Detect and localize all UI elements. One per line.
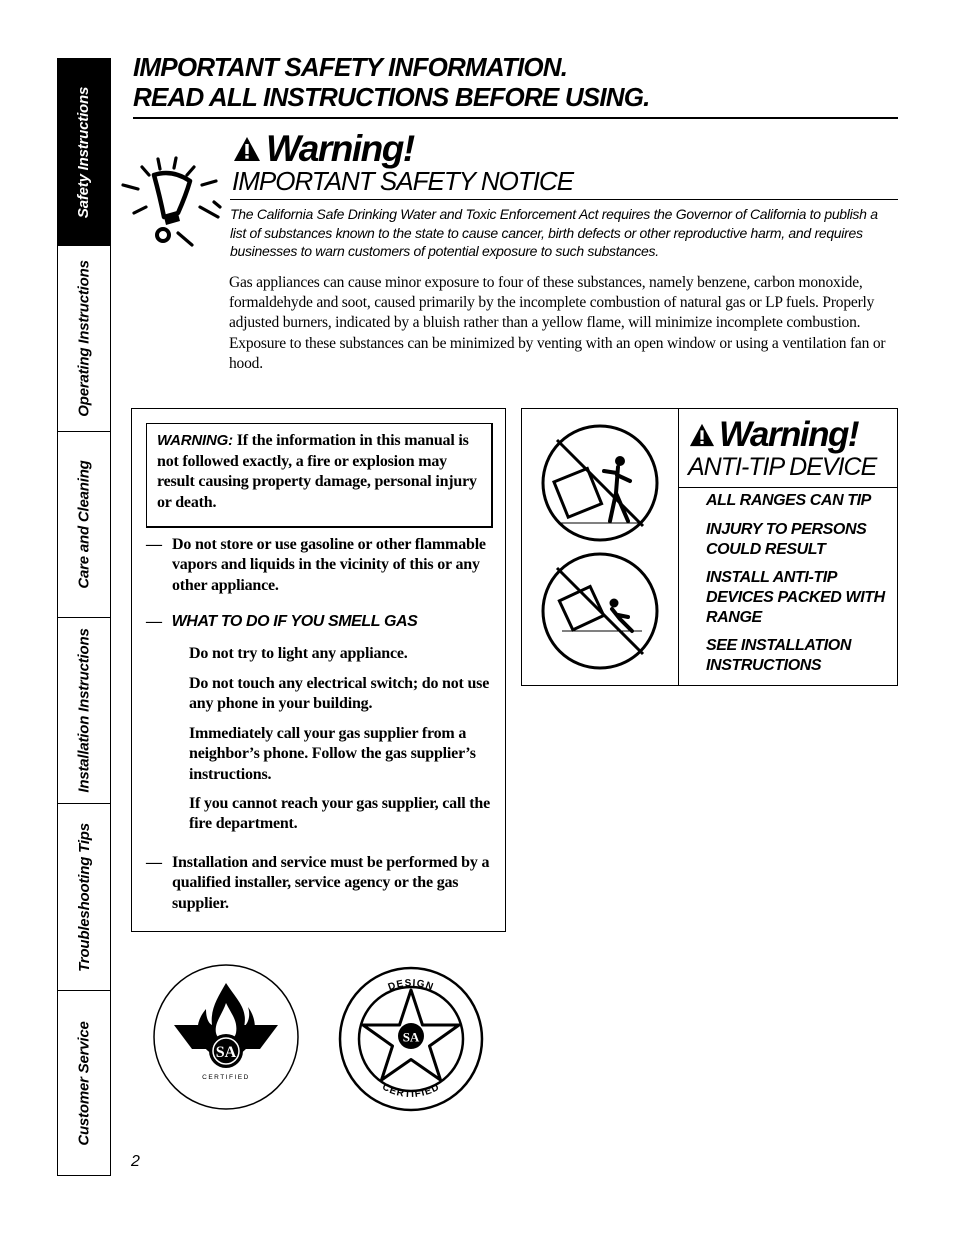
design-label: DESIGN xyxy=(386,977,436,994)
step-call-fire-dept: If you cannot reach your gas supplier, call the fire department. xyxy=(189,795,490,833)
tab-installation-instructions[interactable] xyxy=(58,618,110,804)
step-call-supplier: Immediately call your gas supplier from a neighbor’s phone. Follow the gas supplier’s instructions. xyxy=(189,725,476,783)
notice-divider xyxy=(230,199,898,200)
page-header xyxy=(133,52,898,112)
range-tip-prohibited-icon xyxy=(540,423,660,543)
csa-flame-certified-logo xyxy=(152,963,300,1111)
tab-operating-instructions[interactable] xyxy=(58,246,110,432)
california-act-text: The California Safe Drinking Water and Toxic Enforcement Act requires the Governor of California to publish a list of substances known to the state to cause cancer, birth defects or other reproductive harm, and requires businesses to warn customers of potential exposure to such substances. xyxy=(230,206,878,259)
anti-tip-warning-text: Warning! xyxy=(719,415,859,454)
warning-triangle-icon xyxy=(232,135,262,163)
anti-tip-item: INSTALL ANTI-TIP DEVICES PACKED WITH RANGE xyxy=(706,569,885,626)
tab-label: Installation Instructions xyxy=(75,628,93,793)
anti-tip-item: SEE INSTALLATION INSTRUCTIONS xyxy=(706,637,852,674)
gas-exposure-text: Gas appliances can cause minor exposure to four of these substances, namely benzene, carbon monoxide, formaldehyde and soot, caused primarily by the incomplete combustion of natural gas or LP fuels. Properly adjusted burners, indicated by a bluish rather than a yellow flame, will minimize incomplete combustion. Exposure to these substances can be minimized by venting with an open window or using a ventilation fan or hood. xyxy=(229,274,886,372)
tab-label: Customer Service xyxy=(75,1020,93,1146)
warning-text: If the information in this manual is not followed exactly, a fire or explosion may result causing property damage, personal injury or death. xyxy=(157,432,477,511)
svg-text:SA: SA xyxy=(402,1029,420,1045)
anti-tip-box xyxy=(521,408,898,686)
warning-lead: WARNING: xyxy=(157,432,233,449)
smell-gas-heading-text: WHAT TO DO IF YOU SMELL GAS xyxy=(171,613,418,630)
range-fall-prohibited-icon xyxy=(540,551,660,671)
gasoline-warning-text: Do not store or use gasoline or other flammable vapors and liquids in the vicinity of this or any other appliance. xyxy=(172,536,486,594)
installation-service-item xyxy=(146,853,491,914)
header-divider xyxy=(133,117,898,119)
dash-bullet: — xyxy=(146,536,162,553)
dash-bullet: — xyxy=(146,613,162,630)
warning-bulb-icon xyxy=(120,155,224,247)
tab-label: Safety Instructions xyxy=(75,86,93,218)
header-line-1: IMPORTANT SAFETY INFORMATION. xyxy=(133,52,568,82)
csa-star-design-certified-logo xyxy=(338,966,484,1112)
tab-label: Operating Instructions xyxy=(75,260,93,417)
gasoline-warning-item xyxy=(146,535,491,596)
certified-label: CERTIFIED xyxy=(202,1074,250,1081)
tab-safety-instructions[interactable] xyxy=(58,59,110,246)
warning-title-text: Warning! xyxy=(266,128,414,169)
warning-triangle-icon xyxy=(688,422,716,448)
tab-label: Troubleshooting Tips xyxy=(75,822,93,972)
gas-warning-box xyxy=(131,408,506,932)
certified-label: CERTIFIED xyxy=(380,1081,442,1101)
tab-care-and-cleaning[interactable] xyxy=(58,432,110,618)
tab-troubleshooting-tips[interactable] xyxy=(58,804,110,991)
anti-tip-subtitle: ANTI-TIP DEVICE xyxy=(688,453,877,481)
step-no-switch: Do not touch any electrical switch; do not use any phone in your building. xyxy=(189,675,490,713)
side-tab-bar xyxy=(57,58,111,1176)
notice-subtitle: IMPORTANT SAFETY NOTICE xyxy=(232,166,574,196)
anti-tip-column-divider xyxy=(678,409,679,685)
svg-text:CERTIFIED xyxy=(380,1082,442,1101)
installation-service-text: Installation and service must be performed by a qualified installer, service agency or the gas supplier. xyxy=(172,854,490,912)
step-no-light: Do not try to light any appliance. xyxy=(189,645,408,662)
fire-explosion-warning xyxy=(146,423,493,528)
page-number: 2 xyxy=(131,1153,140,1170)
smell-gas-heading xyxy=(146,613,417,631)
svg-text:SA: SA xyxy=(215,1044,237,1061)
tab-label: Care and Cleaning xyxy=(75,460,93,589)
header-line-2: READ ALL INSTRUCTIONS BEFORE USING. xyxy=(133,82,650,112)
anti-tip-divider xyxy=(678,487,898,488)
dash-bullet: — xyxy=(146,854,162,871)
anti-tip-item: INJURY TO PERSONS COULD RESULT xyxy=(706,521,867,558)
anti-tip-warning-heading xyxy=(688,415,858,455)
warning-heading xyxy=(232,128,414,170)
anti-tip-item: ALL RANGES CAN TIP xyxy=(706,492,871,509)
tab-customer-service[interactable] xyxy=(58,991,110,1175)
